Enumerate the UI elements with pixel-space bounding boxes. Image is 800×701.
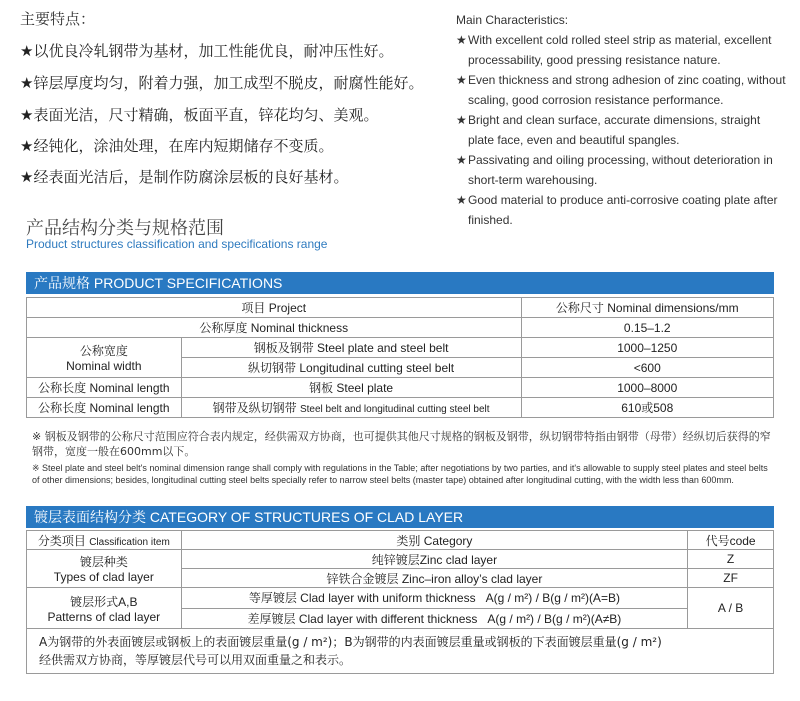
header-dims: 公称尺寸 Nominal dimensions/mm	[521, 298, 774, 318]
header-project: 项目 Project	[27, 298, 522, 318]
different-row: 差厚镀层 Clad layer with different thickness A(g / m²) / B(g / m²)(A≠B)	[181, 608, 688, 629]
en-feature-item: ★ With excellent cold rolled steel strip as material, excellent processability, good pressing resistance nature.	[456, 30, 786, 70]
spec-note-en: ※ Steel plate and steel belt's nominal dimension range shall comply with regulations in the Table; after negotiations by two parties, and it's allowable to supply steel plates and steel belts of other dimensions; besides, longitudinal cutting steel belts specially refer to narrow steel belts (master tape) obtained after longitudinal cutting, with the width less than 600mm.	[32, 463, 768, 485]
uniform-row: 等厚镀层 Clad layer with uniform thickness A(g / m²) / B(g / m²)(A=B)	[181, 588, 688, 609]
cn-feature-item: ★表面光洁，尺寸精确，板面平直，锌花均匀、美观。	[20, 106, 379, 124]
table-row	[27, 338, 774, 358]
en-feature-item: ★ Passivating and oiling processing, without deterioration in short-term warehousing.	[456, 150, 786, 190]
patterns-label: 镀层形式A,B Patterns of clad layer	[27, 588, 182, 629]
pure-zinc-code: Z	[688, 550, 774, 569]
star-icon: ★	[456, 153, 467, 167]
clad-footnote: A为钢带的外表面镀层或钢板上的表面镀层重量(g / m²)；B为钢带的内表面镀层重量或钢板的下表面镀层重量(g / m²) 经供需双方协商，等厚镀层代号可以用双面重量之和表示。	[27, 629, 774, 674]
cn-feature-item: ★以优良冷轧钢带为基材，加工性能优良，耐冲压性好。	[20, 42, 394, 60]
table-row	[27, 378, 774, 398]
header-item: 分类项目 Classification item	[27, 531, 182, 550]
cn-feature-item: ★经钝化，涂油处理，在库内短期储存不变质。	[20, 137, 334, 155]
en-feature-item: ★ Good material to produce anti-corrosive coating plate after finished.	[456, 190, 786, 230]
spec-note-cn: ※ 钢板及钢带的公称尺寸范围应符合表内规定，经供需双方协商，也可提供其他尺寸规格的钢板及钢带，纵切钢带特指由钢带（母带）经纵切后获得的窄钢带，宽度一般在600mm以下。	[32, 430, 771, 458]
length-sub2: 钢带及纵切钢带 Steel belt and longitudinal cutting steel belt	[181, 398, 521, 418]
spec-section-bar: 产品规格 PRODUCT SPECIFICATIONS	[26, 272, 774, 294]
en-feature-item: ★ Even thickness and strong adhesion of zinc coating, without scaling, good corrosion resistance performance.	[456, 70, 786, 110]
en-features-title: Main Characteristics:	[456, 13, 569, 27]
en-feature-item: ★ Bright and clean surface, accurate dimensions, straight plate face, even and beautiful spangles.	[456, 110, 786, 150]
width-val1: 1000–1250	[521, 338, 774, 358]
thickness-value: 0.15–1.2	[521, 318, 774, 338]
table-row	[27, 588, 774, 609]
section-title-en: Product structures classification and specifications range	[26, 237, 328, 251]
star-icon: ★	[456, 33, 467, 47]
thickness-label: 公称厚度 Nominal thickness	[27, 318, 522, 338]
length-label2: 公称长度 Nominal length	[27, 398, 182, 418]
spec-table	[26, 297, 774, 418]
star-icon: ★	[456, 113, 467, 127]
width-sub2: 纵切钢带 Longitudinal cutting steel belt	[181, 358, 521, 378]
length-val2: 610或508	[521, 398, 774, 418]
cn-feature-item: ★经表面光洁后，是制作防腐涂层板的良好基材。	[20, 168, 349, 186]
table-row	[27, 531, 774, 550]
patterns-code: A / B	[688, 588, 774, 629]
cn-features-title: 主要特点：	[20, 10, 96, 28]
star-icon: ★	[456, 193, 467, 207]
length-label1: 公称长度 Nominal length	[27, 378, 182, 398]
width-val2: <600	[521, 358, 774, 378]
width-label: 公称宽度 Nominal width	[27, 338, 182, 378]
en-features	[456, 10, 786, 230]
table-row	[27, 629, 774, 674]
table-row	[27, 318, 774, 338]
types-label: 镀层种类 Types of clad layer	[27, 550, 182, 588]
clad-section-bar: 镀层表面结构分类 CATEGORY OF STRUCTURES OF CLAD LAYER	[26, 506, 774, 528]
clad-table	[26, 530, 774, 674]
header-code: 代号code	[688, 531, 774, 550]
star-icon: ★	[456, 73, 467, 87]
section-title-cn: 产品结构分类与规格范围	[26, 218, 224, 239]
header-category: 类别 Category	[181, 531, 688, 550]
pure-zinc: 纯锌镀层Zinc clad layer	[181, 550, 688, 569]
table-row	[27, 298, 774, 318]
table-row	[27, 398, 774, 418]
length-val1: 1000–8000	[521, 378, 774, 398]
table-row	[27, 550, 774, 569]
cn-feature-item: ★锌层厚度均匀，附着力强，加工成型不脱皮，耐腐性能好。	[20, 74, 424, 92]
zinc-iron-code: ZF	[688, 569, 774, 588]
width-sub1: 钢板及钢带 Steel plate and steel belt	[181, 338, 521, 358]
zinc-iron: 锌铁合金镀层 Zinc–iron alloy’s clad layer	[181, 569, 688, 588]
length-sub1: 钢板 Steel plate	[181, 378, 521, 398]
